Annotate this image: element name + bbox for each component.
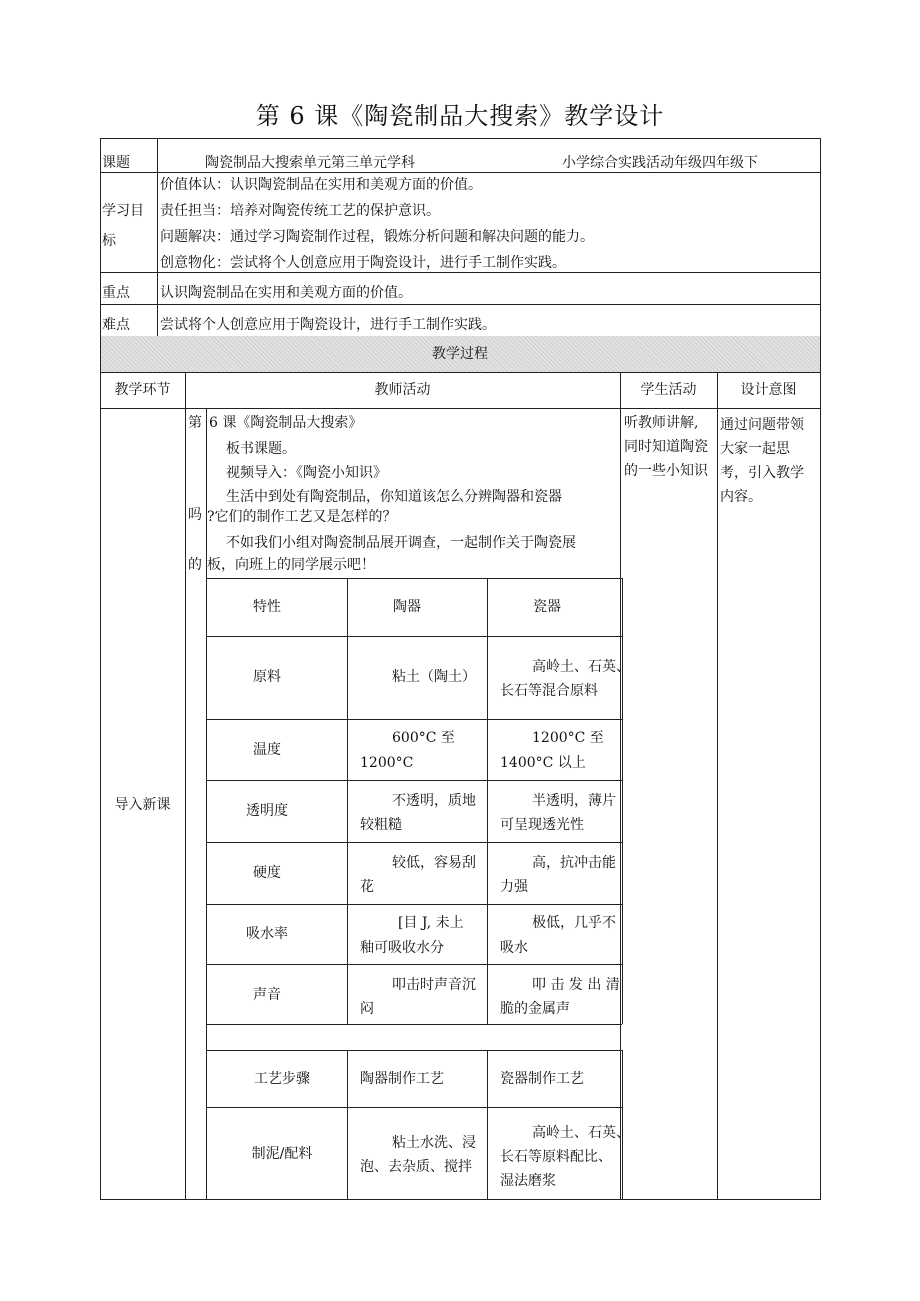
teacher-line: 不如我们小组对陶瓷制品展开调查，一起制作关于陶瓷展 (226, 535, 576, 551)
table-bottom-border (100, 1199, 821, 1200)
goal-item: 责任担当：培养对陶瓷传统工艺的保护意识。 (160, 203, 440, 219)
compare-cell: 极低，几乎不 (532, 915, 616, 931)
key-value: 认识陶瓷制品在实用和美观方面的价值。 (160, 285, 412, 301)
topic-label: 课题 (102, 155, 130, 171)
compare-cell: 叩击时声音沉 (392, 977, 476, 993)
compare-cell: 1400°C 以上 (500, 755, 586, 771)
intent-line: 大家一起思 (720, 441, 790, 457)
craft-header: 工艺步骤 (254, 1071, 310, 1087)
compare-row-name: 硬度 (253, 865, 281, 881)
intent-line: 内容。 (720, 489, 762, 505)
compare-cell: 可呈现透光性 (500, 817, 584, 833)
compare-cell: 长石等混合原料 (500, 683, 598, 699)
teacher-line: 生活中到处有陶瓷制品，你知道该怎么分辨陶器和瓷器 (226, 489, 562, 505)
goals-label: 学习目 (102, 203, 144, 219)
compare-cell: 较粗糙 (360, 817, 402, 833)
compare-header: 瓷器 (533, 599, 561, 615)
student-line: 听教师讲解, (624, 415, 699, 431)
teacher-line: 板，向班上的同学展示吧！ (207, 557, 375, 573)
col-student: 学生活动 (640, 382, 697, 398)
intent-line: 考，引入教学 (720, 465, 804, 481)
compare-header: 特性 (253, 599, 281, 615)
page-title: 第 6 课《陶瓷制品大搜索》教学设计 (255, 102, 665, 130)
teacher-line: 视频导入：《陶瓷小知识》 (226, 465, 387, 481)
difficulty-label: 难点 (102, 317, 130, 333)
compare-row-name: 温度 (253, 742, 281, 758)
teacher-line: 板书课题。 (226, 441, 296, 457)
student-line: 同时知道陶瓷 (624, 439, 708, 455)
subject-value: 小学综合实践活动年级四年级下 (562, 155, 758, 171)
student-line: 的一些小知识 (624, 463, 708, 479)
goals-label-2: 标 (102, 233, 116, 249)
goal-item: 问题解决：通过学习陶瓷制作过程，锻炼分析问题和解决问题的能力。 (160, 229, 594, 245)
key-label: 重点 (102, 285, 130, 301)
compare-row-name: 原料 (253, 669, 281, 685)
compare-cell: 脆的金属声 (500, 1001, 570, 1017)
goal-item: 创意物化：尝试将个人创意应用于陶瓷设计，进行手工制作实践。 (160, 255, 566, 271)
teacher-line: 6 课《陶瓷制品大搜索》 (209, 415, 363, 431)
compare-row-name: 声音 (253, 987, 281, 1003)
compare-cell: 1200°C (360, 755, 414, 771)
compare-header: 陶器 (393, 599, 421, 615)
compare-cell: 高，抗冲击能 (532, 855, 616, 871)
craft-cell: 泡、去杂质、搅拌 (360, 1159, 472, 1175)
compare-row-name: 吸水率 (246, 926, 288, 942)
teacher-line: ?它们的制作工艺又是怎样的？ (207, 509, 397, 525)
table-top-border (100, 138, 821, 139)
side-char: 的 (188, 557, 202, 573)
topic-value: 陶瓷制品大搜索单元第三单元学科 (205, 155, 415, 171)
intent-line: 通过问题带领 (720, 417, 804, 433)
compare-cell: 吸水 (500, 940, 528, 956)
goal-item: 价值体认：认识陶瓷制品在实用和美观方面的价值。 (160, 177, 482, 193)
col-intent: 设计意图 (740, 382, 797, 398)
craft-header: 陶器制作工艺 (360, 1071, 444, 1087)
compare-cell: 600°C 至 (392, 730, 455, 746)
compare-cell: 粘土（陶土） (392, 669, 476, 685)
craft-cell: 长石等原料配比、 (500, 1149, 612, 1165)
craft-header: 瓷器制作工艺 (500, 1071, 584, 1087)
stage-label: 导入新课 (114, 797, 171, 813)
compare-cell: 叩 击 发 出 清 (532, 977, 620, 993)
craft-row-name: 制泥/配料 (251, 1146, 313, 1162)
side-char: 吗 (188, 507, 202, 523)
compare-cell: 不透明，质地 (392, 793, 476, 809)
difficulty-value: 尝试将个人创意应用于陶瓷设计，进行手工制作实践。 (160, 317, 496, 333)
compare-cell: 力强 (500, 879, 528, 895)
compare-cell: 1200°C 至 (532, 730, 604, 746)
compare-cell: 闷 (360, 1001, 374, 1017)
compare-cell: 高岭土、石英、 (532, 659, 630, 675)
compare-row-name: 透明度 (246, 803, 288, 819)
compare-cell: 花 (360, 879, 374, 895)
compare-cell: [目 J, 未上 (398, 915, 464, 931)
compare-cell: 较低，容易刮 (392, 855, 476, 871)
side-char: 第 (188, 415, 202, 431)
compare-cell: 釉可吸收水分 (360, 940, 444, 956)
col-stage: 教学环节 (114, 382, 171, 398)
col-teacher: 教师活动 (374, 382, 431, 398)
craft-cell: 粘土水洗、浸 (392, 1135, 476, 1151)
compare-cell: 半透明，薄片 (532, 793, 616, 809)
craft-cell: 高岭土、石英、 (532, 1125, 630, 1141)
craft-cell: 湿法磨浆 (500, 1173, 556, 1189)
process-header: 教学过程 (432, 346, 488, 362)
